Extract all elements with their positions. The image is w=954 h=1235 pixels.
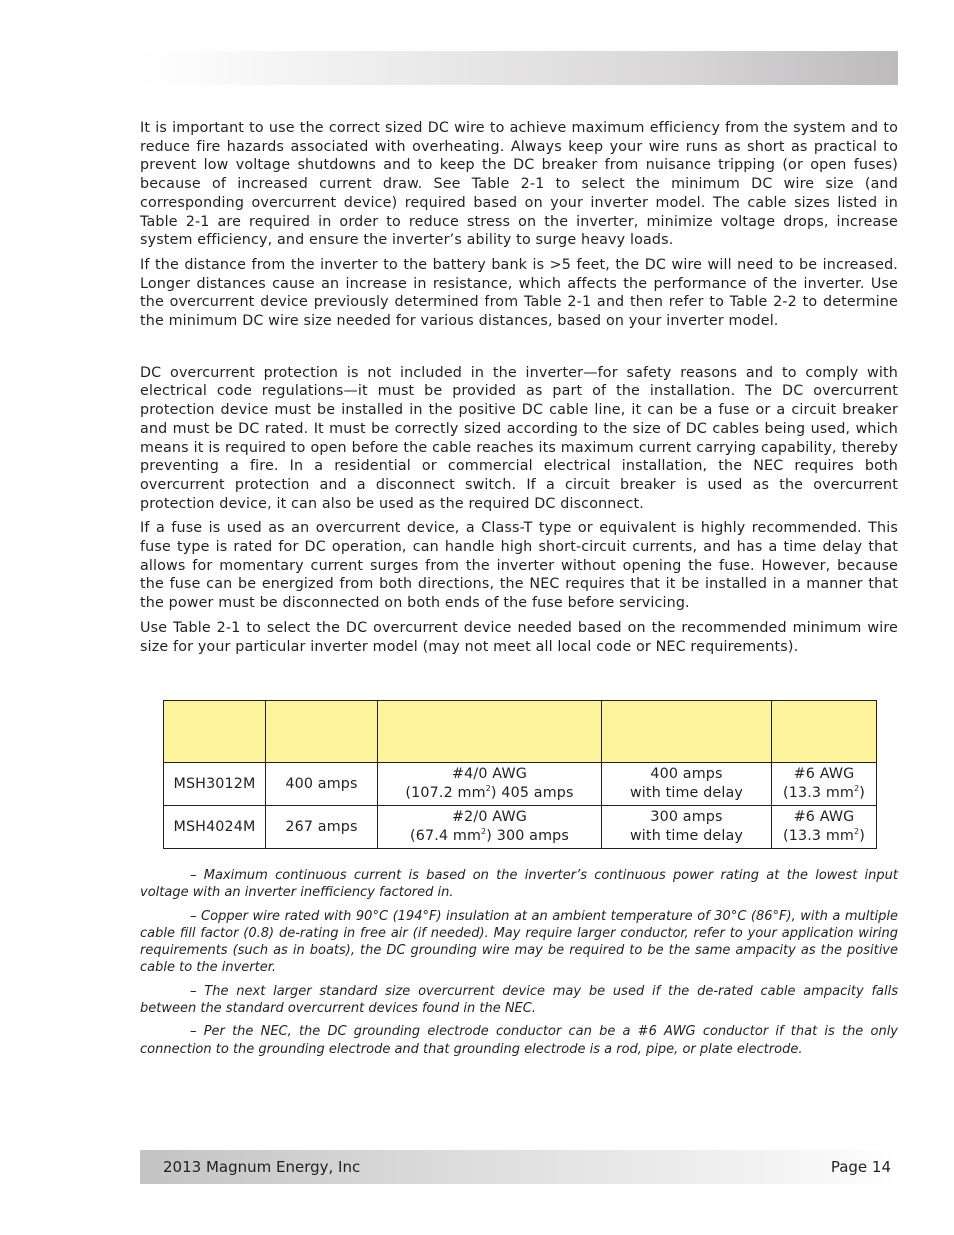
page-number: Page 14 (830, 1158, 891, 1176)
overcurrent-device-cell: 400 amps with time delay (602, 763, 772, 806)
paragraph: DC overcurrent protection is not included in the inverter—for safety reasons and to comply with electrical code regulations—it must be provided as part of the installation. The DC overcurrent protection device must be installed in the positive DC cable line, it can be a fuse or a circuit breaker and must be DC rated. It must be correctly sized according to the size of DC cables being used, which means it is required to open before the cable reaches its maximum current carrying capability, thereby preventing a fire. In a residential or commercial electrical installation, the NEC requires both overcurrent protection and a disconnect switch. If a circuit breaker is used as the overcurrent protection device, it can also be used as the required DC disconnect. (140, 364, 898, 512)
table-row (164, 763, 877, 806)
overcurrent-device-cell: 300 amps with time delay (602, 806, 772, 849)
footer-bar (140, 1150, 898, 1184)
table-header-cell (266, 701, 378, 763)
table-row (164, 806, 877, 849)
table-header-cell (772, 701, 877, 763)
table-header-cell (164, 701, 266, 763)
model-cell: MSH4024M (164, 806, 266, 849)
table-header-cell (602, 701, 772, 763)
footnote: – Copper wire rated with 90°C (194°F) insulation at an ambient temperature of 30°C (86°F), with a multiple cable fill factor (0.8) de-rating in free air (if needed). May require larger conductor, refer to your application wiring requirements (such as in boats), the DC grounding wire may be required to be the same ampacity as the positive cable to the inverter. (140, 908, 898, 976)
model-cell: MSH3012M (164, 763, 266, 806)
paragraph: Use Table 2-1 to select the DC overcurrent device needed based on the recommended minimum wire size for your particular inverter model (may not meet all local code or NEC requirements). (140, 619, 898, 655)
copyright-text: 2013 Magnum Energy, Inc (163, 1158, 361, 1176)
ground-wire-cell: #6 AWG (13.3 $mm^2$) (772, 763, 877, 806)
section-gap (140, 337, 898, 364)
table-header-row (164, 701, 877, 763)
current-cell: 267 amps (266, 806, 378, 849)
current-cell: 400 amps (266, 763, 378, 806)
paragraph: If the distance from the inverter to the battery bank is >5 feet, the DC wire will need to be increased. Longer distances cause an increase in resistance, which affects the performance of the inverter. Use the overcurrent device previously determined from Table 2-1 and then refer to Table 2-2 to determine the minimum DC wire size needed for various distances, based on your inverter model. (140, 256, 898, 330)
footnote: – Maximum continuous current is based on the inverter’s continuous power rating at the lowest input voltage with an inverter inefficiency factored in. (140, 868, 898, 901)
body-text (140, 119, 898, 662)
paragraph: If a fuse is used as an overcurrent device, a Class-T type or equivalent is highly recommended. This fuse type is rated for DC operation, can handle high short-circuit currents, and has a time delay that allows for momentary current surges from the inverter without opening the fuse. However, because the fuse can be energized from both directions, the NEC requires that it be installed in a manner that the power must be disconnected on both ends of the fuse before servicing. (140, 520, 898, 612)
footnote: – The next larger standard size overcurrent device may be used if the de-rated cable ampacity falls between the standard overcurrent devices found in the NEC. (140, 983, 898, 1017)
paragraph: It is important to use the correct sized DC wire to achieve maximum efficiency from the system and to reduce fire hazards associated with overheating. Always keep your wire runs as short as practical to prevent low voltage shutdowns and to keep the DC breaker from nuisance tripping (or open fuses) because of increased current draw. See Table 2-1 to select the minimum DC wire size (and corresponding overcurrent device) required based on your inverter model. The cable sizes listed in Table 2-1 are required in order to reduce stress on the inverter, minimize voltage drops, increase system efficiency, and ensure the inverter’s ability to surge heavy loads. (140, 120, 898, 249)
wire-size-cell: #2/0 AWG (67.4 $mm^2$) 300 amps (378, 806, 602, 849)
wire-size-table (163, 700, 876, 849)
wire-size-cell: #4/0 AWG (107.2 $mm^2$) 405 amps (378, 763, 602, 806)
header-bar (140, 51, 898, 85)
footnote: – Per the NEC, the DC grounding electrode conductor can be a #6 AWG conductor if that is the only connection to the grounding electrode and that grounding electrode is a rod, pipe, or plate electrode. (140, 1024, 898, 1057)
ground-wire-cell: #6 AWG (13.3 $mm^2$) (772, 806, 877, 849)
table-notes (140, 867, 898, 1064)
table-header-cell (378, 701, 602, 763)
